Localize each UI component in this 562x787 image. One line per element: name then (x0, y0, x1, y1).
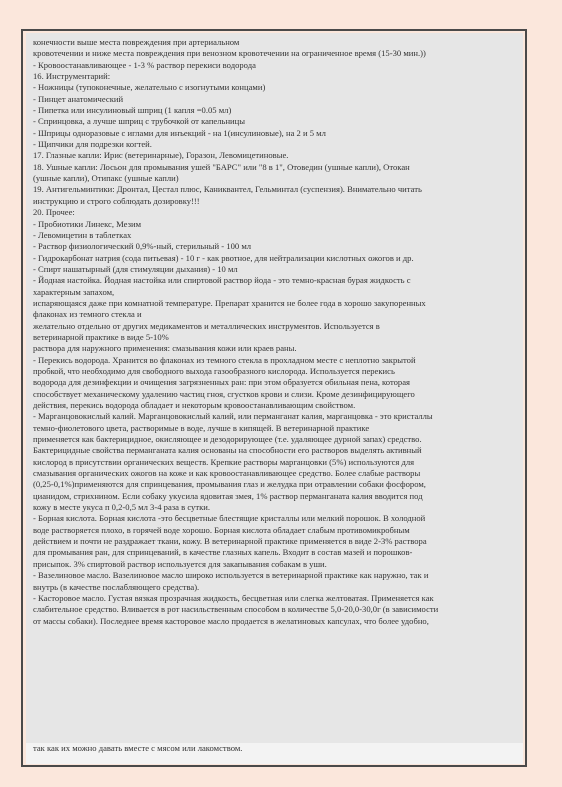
text-line: кровотечении и ниже места повреждения при венозном кровотечении на ограниченное время (15-30 мин.)) (33, 48, 426, 59)
text-line: - Пробиотики Линекс, Мезим (33, 218, 142, 229)
text-line: - Борная кислота. Борная кислота -это бесцветные блестящие кристаллы или мелкий порошок. В холодной (33, 513, 426, 524)
text-line: - Раствор физиологический 0,9%-ный, стерильный - 100 мл (33, 241, 252, 252)
text-line: - Спринцовка, а лучше шприц с трубочкой от капельницы (33, 116, 246, 127)
text-line: ветеринарной практике в виде 5-10% (33, 331, 169, 342)
text-line: конечности выше места повреждения при артериальном (33, 37, 240, 47)
text-line: - Спирт нашатырный (для стимуляции дыхания) - 10 мл (33, 263, 238, 274)
text-line: 16. Инструментарий: (33, 71, 111, 82)
text-line: флаконах из темного стекла и (33, 309, 142, 320)
text-line: для промывания ран, для спринцеваний, в качестве глазных капель. Входит в состав мазей и порошков- (33, 547, 413, 558)
text-line: - Левомицетин в таблетках (33, 229, 132, 240)
text-line: - Вазелиновое масло. Вазелиновое масло широко используется в ветеринарной практике как наружно, так и (33, 570, 429, 581)
text-line: цианидом, стрихнином. Если собаку укусила ядовитая змея, 1% раствор перманганата калия вводится под (33, 490, 423, 501)
text-line: (0,25-0,1%)применяются для спринцевания, промывания глаз и желудка при отравлении собаки фосфором, (33, 479, 426, 490)
text-line: 17. Глазные капли: Ирис (ветеринарные), Горазон, Левомицетиновые. (33, 150, 289, 161)
text-line: - Кровоостанавливающее - 1-3 % раствор перекиси водорода (33, 59, 256, 70)
text-line: слабительное средство. Вливается в рот насильственным способом в количестве 5,0-20,0-30,0г (в зависимости (33, 604, 439, 615)
text-line: - Йодная настойка. Йодная настойка или спиртовой раствор йода - это темно-красная бурая жидкость с (33, 275, 411, 286)
text-line: - Пипетка или инсулиновый шприц (1 капля =0.05 мл) (33, 105, 232, 116)
text-line: 19. Антигельминтики: Дронтал, Цестал плюс, Каниквантел, Гельминтал (суспензия). Внимательно читать (33, 184, 422, 195)
text-line: так как их можно давать вместе с мясом или лакомством. (33, 743, 243, 753)
document-last-line-strip (26, 743, 523, 764)
text-line: - Щипчики для подрезки когтей. (33, 139, 152, 150)
text-line: воде растворяется плохо, в горячей воде хорошо. Борная кислота обладает слабым противомикробным (33, 524, 410, 535)
text-line: пробкой, что необходимо для свободного выхода газообразного кислорода. Используется перекись (33, 365, 395, 376)
text-line: - Марганцовокислый калий. Марганцовокислый калий, или перманганат калия, марганцовка - это кристаллы (33, 411, 433, 422)
text-line: - Шприцы одноразовые с иглами для инъекций - на 1(инсулиновые), на 2 и 5 мл (33, 127, 326, 138)
text-line: 20. Прочее: (33, 207, 75, 218)
text-line: - Перекись водорода. Хранится во флаконах из темного стекла в прохладном месте с неплотно закрытой (33, 354, 416, 365)
text-line: Бактерицидные свойства перманганата калия основаны на способности его растворов выделять активный (33, 445, 422, 456)
text-line: - Касторовое масло. Густая вязкая прозрачная жидкость, бесцветная или слегка желтоватая. Применяется как (33, 592, 434, 603)
text-line: характерным запахом, (33, 286, 115, 297)
text-line: способствует механическому удалению частиц гноя, сгустков крови и слизи. Кроме дезинфицирующего (33, 388, 415, 399)
text-line: кислород в присутствии органических веществ. Крепкие растворы марганцовки (5%) используются для (33, 456, 415, 467)
text-line: внутрь (в качестве послабляющего средства). (33, 581, 200, 592)
document-page (26, 33, 523, 743)
text-line: - Ножницы (тупоконечные, желательно с изогнутыми концами) (33, 82, 266, 93)
text-line: - Гидрокарбонат натрия (сода питьевая) - 10 г - как рвотное, для нейтрализации кислотных ожогов и др. (33, 252, 414, 263)
text-line: действия, перекись водорода обладает и некоторым кровоостанавливающим свойством. (33, 400, 356, 410)
text-line: 18. Ушные капли: Лосьон для промывания ушей "БАРС" или "8 в 1", Отоведин (ушные капли), Отокан (33, 161, 410, 172)
text-line: инструкцию и строго соблюдать дозировку!!! (33, 195, 200, 206)
text-line: применяется как бактерицидное, окисляющее и дезодорирующее (т.е. удаляющее дурной запах) средство. (33, 434, 422, 445)
text-line: темно-фиолетового цвета, растворимые в воде, лучше в кипящей. В ветеринарной практике (33, 422, 370, 433)
text-line: от массы собаки). Последнее время касторовое масло продается в желатиновых капсулах, что более удобно, (33, 615, 429, 626)
text-line: присыпок. 3% спиртовой раствор используется для закапывания собакам в уши. (33, 558, 327, 569)
text-line: кожу в месте укуса п 0,2-0,5 мл 3-4 раза в сутки. (33, 502, 211, 513)
text-line: желательно отдельно от других медикаментов и металлических инструментов. Используется в (33, 320, 380, 331)
text-line: - Пинцет анатомический (33, 93, 124, 104)
text-line: раствора для наружного применения: смазывания кожи или краев раны. (33, 343, 297, 354)
text-line: смазывания органических ожогов на коже и как кровоостанавливающее средство. Более слабые растворы (33, 468, 421, 479)
text-line: действием и почти не раздражает ткани, кожу. В ветеринарной практике применяется в виде 2-3% раствора (33, 536, 427, 547)
text-line: водорода для дезинфекции и очищения загрязненных ран: при этом образуется обильная пена, которая (33, 377, 410, 388)
text-line: (ушные капли), Отипакс (ушные капли) (33, 173, 179, 184)
text-line: испаряющаяся даже при комнатной температуре. Препарат хранится не более года в хорошо закупоренных (33, 297, 426, 308)
